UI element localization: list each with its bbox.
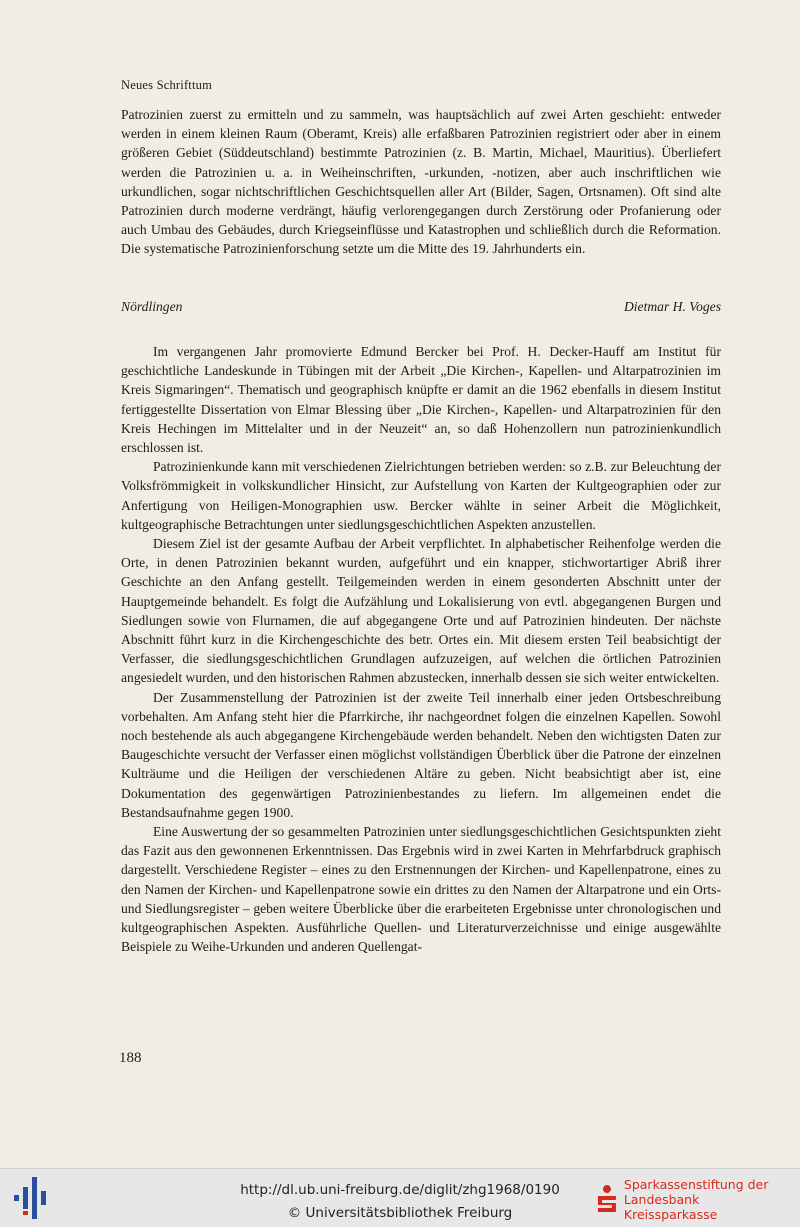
sponsor-text — [624, 1177, 796, 1222]
permalink-url[interactable]: http://dl.ub.uni-freiburg.de/diglit/zhg1968/0190 — [240, 1182, 560, 1198]
viewer-footer — [0, 1168, 800, 1227]
article-1-body — [121, 105, 721, 259]
sponsor-logo[interactable] — [596, 1176, 796, 1222]
sponsor-line-1: Sparkassenstiftung der — [623, 1176, 769, 1192]
running-head: Neues Schrifttum — [121, 78, 213, 92]
paragraph: Patrozinienkunde kann mit verschiedenen Zielrichtungen betrieben werden: so z.B. zur Beleuchtung der Volksfrömmigkeit in volkskundlicher Hinsicht, zur Aufstellung von Karten der Kultgeographien oder zur Anfertigung von Heiligen-Monographien usw. Bercker wählte in seiner Arbeit die Möglichkeit, kultgeographische Betrachtungen unter siedlungsgeschichtlichen Aspekten anzustellen. — [121, 459, 721, 532]
signature-place: Nördlingen — [121, 299, 183, 314]
sparkasse-logo-icon — [596, 1184, 618, 1214]
paragraph: Diesem Ziel ist der gesamte Aufbau der Arbeit verpflichtet. In alphabetischer Reihenfolge werden die Orte, in denen Patrozinien bekannt wurden, aufgeführt und ein knapper, stichwortartiger Abriß ihrer Geschichte an den Anfang gestellt. Teilgemeinden werden in einem gesonderten Abschnitt unter der Hauptgemeinde behandelt. Es folgt die Aufzählung und Lokalisierung von evtl. abgegangenen Burgen und Siedlungen sowie von Flurnamen, die auf abgegangene Orte und auf Patrozinien hindeuten. Der nächste Abschnitt führt kurz in die Kirchengeschichte des betr. Ortes ein. Mit diesem ersten Teil beabsichtigt der Verfasser, die siedlungsgeschichtlichen Grundlagen aufzuzeigen, auf welchen die örtlichen Patrozinien angesiedelt wurden, und den historischen Rahmen abzustecken, innerhalb dessen sie sich weiter entwickelten. — [121, 536, 721, 686]
copyright-notice: © Universitätsbibliothek Freiburg — [287, 1205, 513, 1221]
article-1-signature — [121, 299, 721, 315]
paragraph: Im vergangenen Jahr promovierte Edmund Bercker bei Prof. H. Decker-Hauff am Institut für geschichtliche Landeskunde in Tübingen mit der Arbeit „Die Kirchen-, Kapellen- und Altarpatrozinien im Kreis Sigmaringen“. Thematisch und geographisch knüpfte er damit an die 1962 ebenfalls in diesem Institut fertiggestellte Dissertation von Elmar Blessing über „Die Kirchen-, Kapellen- und Altarpatrozinien für den Kreis Hechingen im Mittelalter und in der Neuzeit“ an, so daß Hohenzollern nun patrozinienkundlich erschlossen ist. — [121, 344, 721, 456]
signature-author: Dietmar H. Voges — [623, 299, 721, 314]
sponsor-line-2: Landesbank Kreissparkasse — [623, 1191, 718, 1222]
page-number: 188 — [119, 1050, 142, 1066]
article-2-body — [121, 342, 721, 957]
paragraph: Patrozinien zuerst zu ermitteln und zu sammeln, was hauptsächlich auf zwei Arten geschieht: entweder werden in einem kleinen Raum (Oberamt, Kreis) alle erfaßbaren Patrozinien registriert oder aber in einem größeren Gebiet (Süddeutschland) bestimmte Patrozinien (z. B. Martin, Michael, Mauritius). Überliefert werden die Patrozinien u. a. in Weiheinschriften, -urkunden, -notizen, aber auch inschriftlichen wie urkundlichen, sogar nichtschriftlichen Geschichtsquellen aller Art (Bilder, Sagen, Ortsnamen). Oft sind alte Patrozinien durch moderne verdrängt, häufig verlorengegangen durch Zerstörung oder Profanierung oder auch Umbau des Gebäudes, durch Kriegseinflüsse und Katastrophen und schließlich durch die Reformation. Die systematische Patrozinienforschung setzte um die Mitte des 19. Jahrhunderts ein. — [121, 107, 721, 257]
paragraph: Eine Auswertung der so gesammelten Patrozinien unter siedlungsgeschichtlichen Gesichtspunkten zieht das Fazit aus den gewonnenen Erkenntnissen. Das Ergebnis wird in zwei Karten in Mehrfarbdruck graphisch dargestellt. Verschiedene Register – eines zu den Erstnennungen der Kirchen- und Kapellenpatrone, eines zu den Namen der Kirchen- und Kapellenpatrone sowie ein drittes zu den Namen der Altarpatrone und ein Orts- und Siedlungsregister – geben weitere Überblicke über die erarbeiteten Ergebnisse unter chronologischen und kultgeographischen Aspekten. Ausführliche Quellen- und Literaturverzeichnisse und einige ausgewählte Beispiele zu Weihe-Urkunden und anderen Quellengat- — [121, 824, 721, 955]
paragraph: Der Zusammenstellung der Patrozinien ist der zweite Teil innerhalb einer jeden Ortsbeschreibung vorbehalten. Am Anfang steht hier die Pfarrkirche, ihr nachgeordnet folgen die einzelnen Kapellen. Sowohl noch bestehende als auch abgegangene Kirchengebäude werden behandelt. Neben den wichtigsten Daten zur Baugeschichte versucht der Verfasser einen möglichst vollständigen Überblick über die Patrone der einzelnen Kulträume und die Heiligen der verschiedenen Altäre zu geben. Nicht beabsichtigt aber ist, eine Dokumentation des gegenwärtigen Patrozinienbestandes zu liefern. Im allgemeinen endet die Bestandsaufnahme gegen 1900. — [121, 689, 721, 820]
